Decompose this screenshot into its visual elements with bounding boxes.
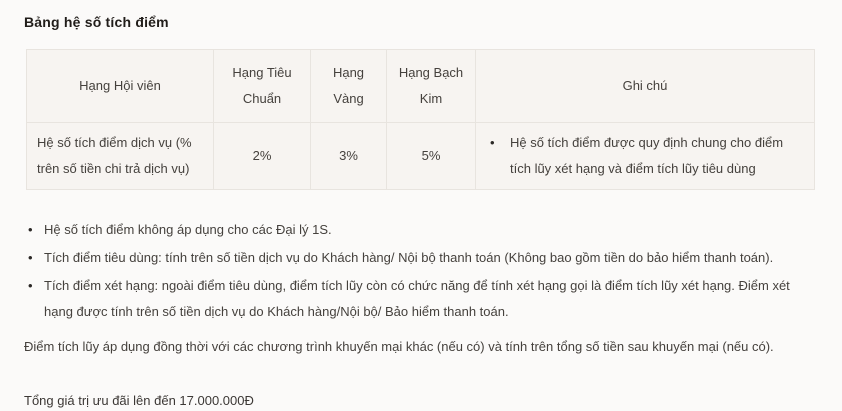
- col-header-member-tier: Hạng Hội viên: [27, 50, 214, 123]
- col-header-gold-tier: Hạng Vàng: [311, 50, 387, 123]
- note-item: [490, 130, 800, 182]
- table-row: [27, 123, 815, 190]
- list-item: [28, 245, 818, 271]
- bullet-icon: [28, 217, 44, 243]
- col-header-standard-tier: Hạng Tiêu Chuẩn: [214, 50, 311, 123]
- note-cell: [476, 123, 815, 190]
- note-text: Hệ số tích điểm được quy định chung cho điểm tích lũy xét hạng và điểm tích lũy tiêu dùng: [510, 135, 784, 176]
- col-header-notes: Ghi chú: [476, 50, 815, 123]
- row-label: Hệ số tích điểm dịch vụ (% trên số tiền chi trả dịch vụ): [27, 123, 214, 190]
- bullet-icon: [490, 130, 510, 182]
- standard-rate-cell: 2%: [214, 123, 311, 190]
- gold-rate-cell: 3%: [311, 123, 387, 190]
- list-item: [28, 273, 818, 325]
- points-table: [26, 49, 815, 190]
- accumulation-paragraph: Điểm tích lũy áp dụng đồng thời với các chương trình khuyến mại khác (nếu có) và tính trên tổng số tiền sau khuyến mại (nếu có).: [24, 339, 774, 354]
- col-header-platinum-tier: Hạng Bạch Kim: [387, 50, 476, 123]
- platinum-rate-cell: 5%: [387, 123, 476, 190]
- bullet-icon: [28, 245, 44, 271]
- total-value-line: Tổng giá trị ưu đãi lên đến 17.000.000Đ: [24, 393, 254, 408]
- list-item: [28, 217, 818, 243]
- note-text: Hệ số tích điểm không áp dụng cho các Đại lý 1S.: [44, 222, 332, 237]
- bullet-icon: [28, 273, 44, 325]
- note-text: Tích điểm tiêu dùng: tính trên số tiền dịch vụ do Khách hàng/ Nội bộ thanh toán (Không bao gồm tiền do bảo hiểm thanh toán).: [44, 250, 774, 265]
- note-text: Tích điểm xét hạng: ngoài điểm tiêu dùng, điểm tích lũy còn có chức năng để tính xét hạng gọi là điểm tích lũy xét hạng. Điểm xét hạng được tính trên số tiền dịch vụ do Khách hàng/Nội bộ/ Bảo hiểm thanh toán.: [44, 278, 790, 319]
- table-header-row: [27, 50, 815, 123]
- page-title: Bảng hệ số tích điểm: [24, 14, 169, 30]
- notes-list: [28, 217, 818, 325]
